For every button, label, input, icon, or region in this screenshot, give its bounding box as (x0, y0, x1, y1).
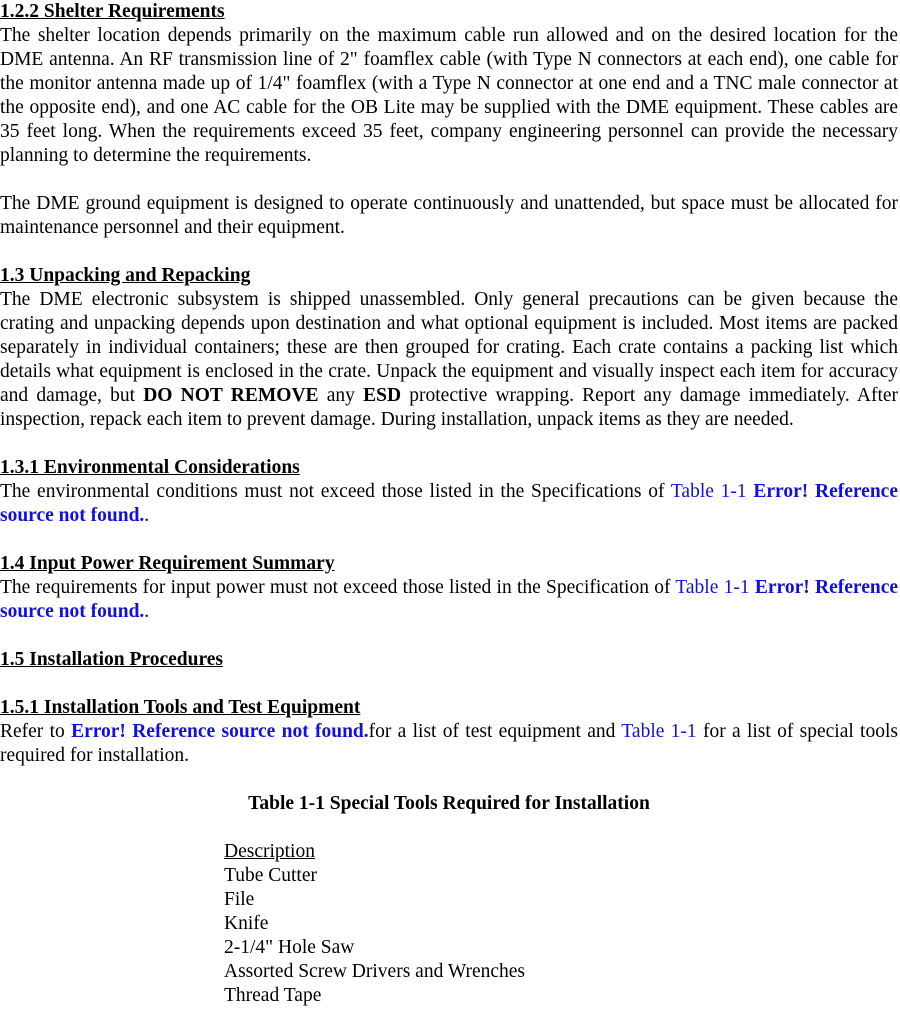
table-1-1-link[interactable]: Table 1-1 (675, 577, 750, 598)
special-tools-table (224, 840, 898, 1008)
reference-error[interactable]: Error! Reference source not found. (71, 721, 369, 742)
do-not-remove-emphasis: DO NOT REMOVE (143, 385, 319, 406)
table-caption: Table 1-1 Special Tools Required for Installation (248, 793, 650, 814)
table-1-1-link[interactable]: Table 1-1 (670, 481, 747, 502)
tools-text-1: Refer to (0, 721, 72, 742)
unpacking-text-1: The DME electronic subsystem is shipped unassembled. Only general precautions can be given because the crating and unpacking depends upon destination and what optional equipment is included. Most items are packed separately in individual containers; these are then grouped for crating. Each crate contains a packing list which details what equipment is enclosed in the crate. Unpack the equipment and visually inspect each item for accuracy and damage, but (0, 289, 898, 406)
esd-emphasis: ESD (363, 385, 402, 406)
trailing-period: . (144, 505, 150, 526)
paragraph-input-power (0, 576, 898, 624)
paragraph-environmental (0, 480, 898, 528)
environmental-text: The environmental conditions must not exceed those listed in the Specifications of (0, 481, 671, 502)
unpacking-text-2: any (318, 385, 364, 406)
input-power-text: The requirements for input power must not exceed those listed in the Specification of (0, 577, 676, 598)
paragraph-shelter-cables: The shelter location depends primarily on the maximum cable run allowed and on the desired location for the DME antenna. An RF transmission line of 2" foamflex cable (with Type N connectors at each end), one cable for the monitor antenna made up of 1/4" foamflex (with a Type N connector at one end and a TNC male connector at the opposite end), and one AC cable for the OB Lite may be supplied with the DME equipment. These cables are 35 feet long. When the requirements exceed 35 feet, company engineering personnel can provide the necessary planning to determine the requirements. (0, 25, 898, 166)
trailing-period: . (144, 601, 150, 622)
column-header-description: Description (224, 841, 315, 862)
table-row: Tube Cutter (224, 865, 317, 886)
reference-error[interactable]: Error! Reference source not found. (0, 577, 899, 622)
paragraph-unpacking (0, 288, 898, 432)
heading-1-4: 1.4 Input Power Requirement Summary (0, 553, 335, 574)
paragraph-shelter-space: The DME ground equipment is designed to operate continuously and unattended, but space must be allocated for maintenance personnel and their equipment. (0, 193, 898, 238)
heading-1-3: 1.3 Unpacking and Repacking (0, 265, 251, 286)
table-row: File (224, 889, 255, 910)
table-row: Assorted Screw Drivers and Wrenches (224, 961, 526, 982)
reference-error[interactable]: Error! Reference source not found. (0, 481, 898, 526)
tools-text-3: for a list of special tools required for installation. (0, 721, 898, 766)
tools-text-2: for a list of test equipment and (368, 721, 622, 742)
heading-1-5: 1.5 Installation Procedures (0, 649, 223, 670)
paragraph-tools (0, 720, 898, 768)
table-row: Knife (224, 913, 269, 934)
heading-1-2-2: 1.2.2 Shelter Requirements (0, 1, 225, 22)
heading-1-5-1: 1.5.1 Installation Tools and Test Equipment (0, 697, 361, 718)
table-1-1-link[interactable]: Table 1-1 (621, 721, 697, 742)
heading-1-3-1: 1.3.1 Environmental Considerations (0, 457, 300, 478)
table-row: Thread Tape (224, 985, 322, 1006)
table-row: 2-1/4" Hole Saw (224, 937, 355, 958)
unpacking-text-3: protective wrapping. Report any damage immediately. After inspection, repack each item to prevent damage. During installation, unpack items as they are needed. (0, 385, 899, 430)
